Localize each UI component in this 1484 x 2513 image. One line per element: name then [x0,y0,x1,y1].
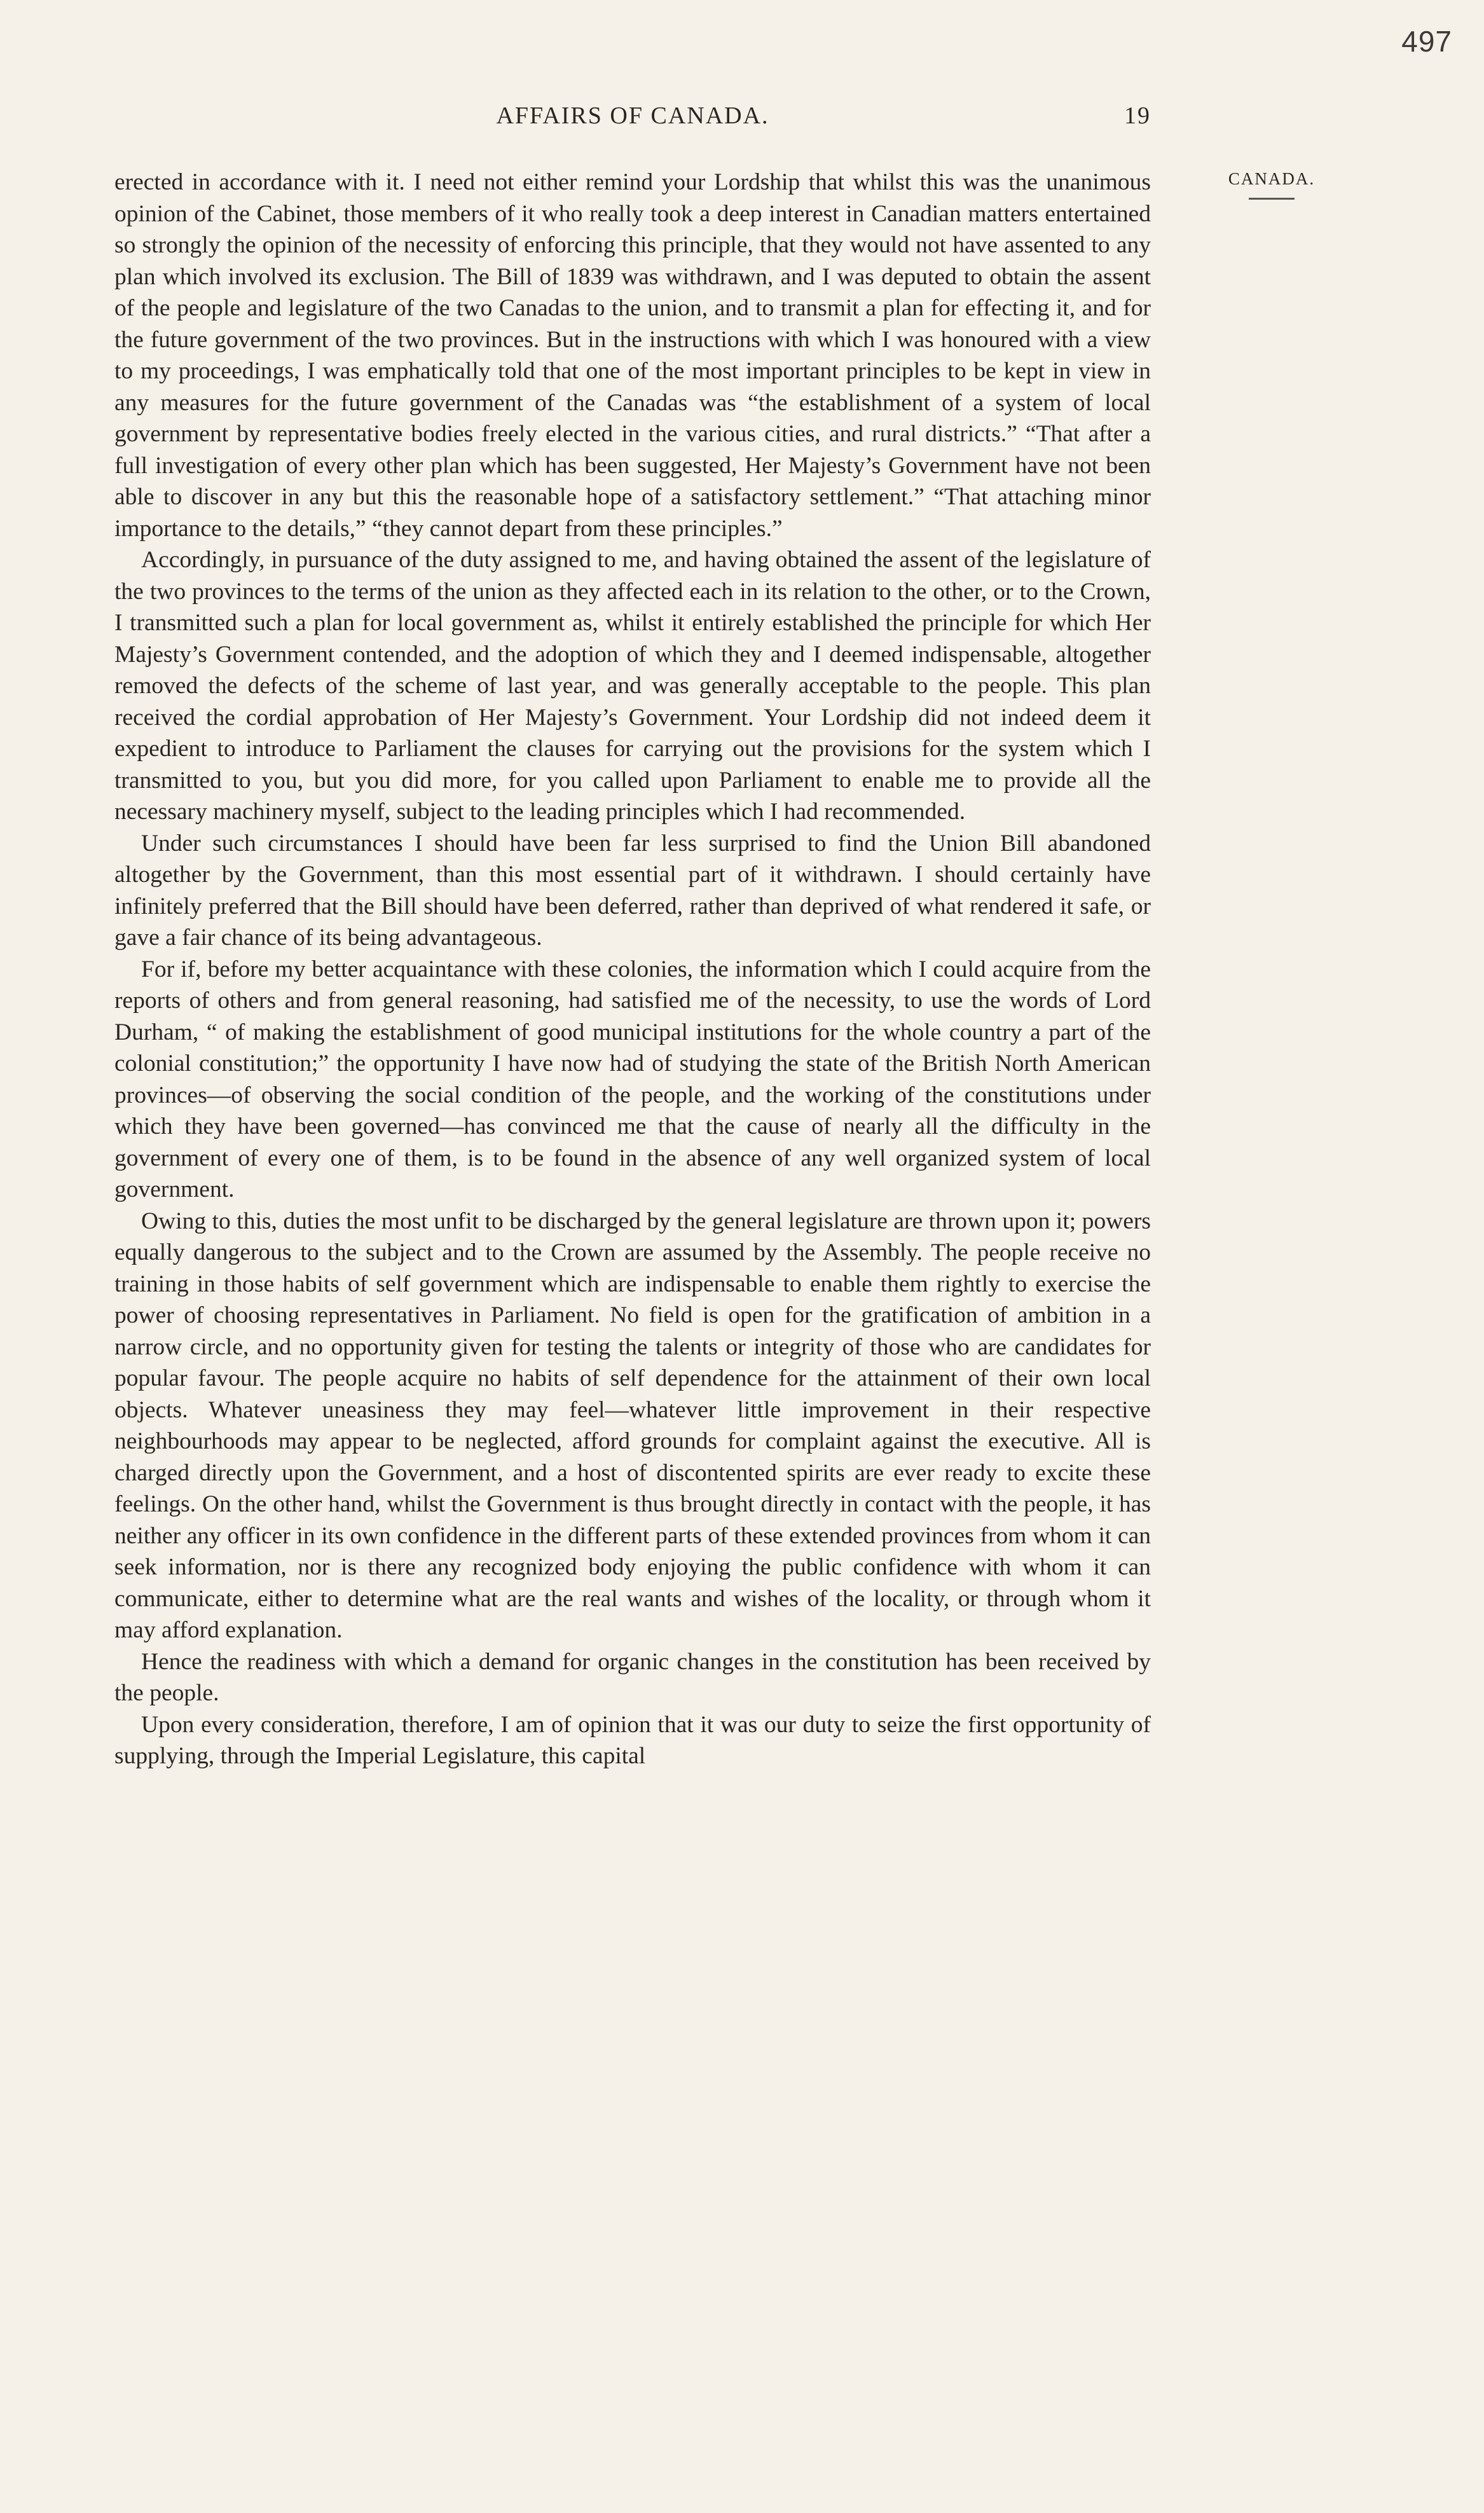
body-text [114,167,1151,1772]
paragraph-7: Upon every consideration, therefore, I am of opinion that it was our duty to seize the first opportunity of supplying, through the Imperial Legislature, this capital [114,1711,1151,1769]
paragraph-6: Hence the readiness with which a demand for organic changes in the constitution has been received by the people. [114,1648,1151,1706]
running-head-title: AFFAIRS OF CANADA. [496,102,769,129]
paragraph-3: Under such circumstances I should have been far less surprised to find the Union Bill abandoned altogether by the Government, than this most essential part of it withdrawn. I should certainly have infinitely preferred that the Bill should have been deferred, rather than deprived of what rendered it safe, or gave a fair chance of its being advantageous. [114,830,1151,951]
paragraph-2: Accordingly, in pursuance of the duty assigned to me, and having obtained the assent of the legislature of the two provinces to the terms of the union as they affected each in its relation to the other, or to the Crown, I transmitted such a plan for local government as, whilst it entirely established the principle for which Her Majesty’s Government contended, and the adoption of which they and I deemed indispensable, altogether removed the defects of the scheme of last year, and was generally acceptable to the people. This plan received the cordial approbation of Her Majesty’s Government. Your Lordship did not indeed deem it expedient to introduce to Parliament the clauses for carrying out the provisions for the system which I transmitted to you, but you did more, for you called upon Parliament to enable me to provide all the necessary machinery myself, subject to the leading principles which I had recommended. [114,547,1151,825]
paragraph-4: For if, before my better acquaintance with these colonies, the information which I could acquire from the reports of others and from general reasoning, had satisfied me of the necessity, to use the words of Lord Durham, “ of making the establishment of good municipal institutions for the whole country a part of the colonial constitution;” the opportunity I have now had of studying the state of the British North American provinces—of observing the social condition of the people, and the working of the constitutions under which they have been governed—has convinced me that the cause of nearly all the difficulty in the government of every one of them, is to be found in the absence of any well organized system of local government. [114,956,1151,1202]
running-head-folio: 19 [1124,102,1151,129]
paragraph-1: erected in accordance with it. I need not either remind your Lordship that whilst this was the unanimous opinion of the Cabinet, those members of it who really took a deep interest in Canadian matters entertained so strongly the opinion of the necessity of enforcing this principle, that they would not have assented to any plan which involved its exclusion. The Bill of 1839 was withdrawn, and I was deputed to obtain the assent of the people and legislature of the two Canadas to the union, and to transmit a plan for effecting it, and for the future government of the two provinces. But in the instructions with which I was honoured with a view to my proceedings, I was emphatically told that one of the most important principles to be kept in view in any measures for the future government of the Canadas was “the establishment of a system of local government by representative bodies freely elected in the various cities, and rural districts.” “That after a full investigation of every other plan which has been suggested, Her Majesty’s Government have not been able to discover in any but this the reasonable hope of a satisfactory settlement.” “That attaching minor importance to the details,” “they cannot depart from these principles.” [114,169,1151,542]
margin-note-label: CANADA. [1228,169,1316,188]
margin-note-rule [1249,198,1295,200]
page-number: 497 [1401,25,1452,58]
paragraph-5: Owing to this, duties the most unfit to be discharged by the general legislature are thrown upon it; powers equally dangerous to the subject and to the Crown are assumed by the Assembly. The people receive no training in those habits of self government which are indispensable to enable them rightly to exercise the power of choosing representatives in Parliament. No field is open for the gratification of ambition in a narrow circle, and no opportunity given for testing the talents or integrity of those who are candidates for popular favour. The people acquire no habits of self dependence for the attainment of their own local objects. Whatever uneasiness they may feel—whatever little improvement in their respective neighbourhoods may appear to be neglected, afford grounds for complaint against the executive. All is charged directly upon the Government, and a host of discontented spirits are ever ready to excite these feelings. On the other hand, whilst the Government is thus brought directly in contact with the people, it has neither any officer in its own confidence in the different parts of these extended provinces from whom it can seek information, nor is there any recognized body enjoying the public confidence with whom it can communicate, either to determine what are the real wants and wishes of the locality, or through whom it may afford explanation. [114,1208,1151,1643]
margin-note [1195,169,1348,200]
